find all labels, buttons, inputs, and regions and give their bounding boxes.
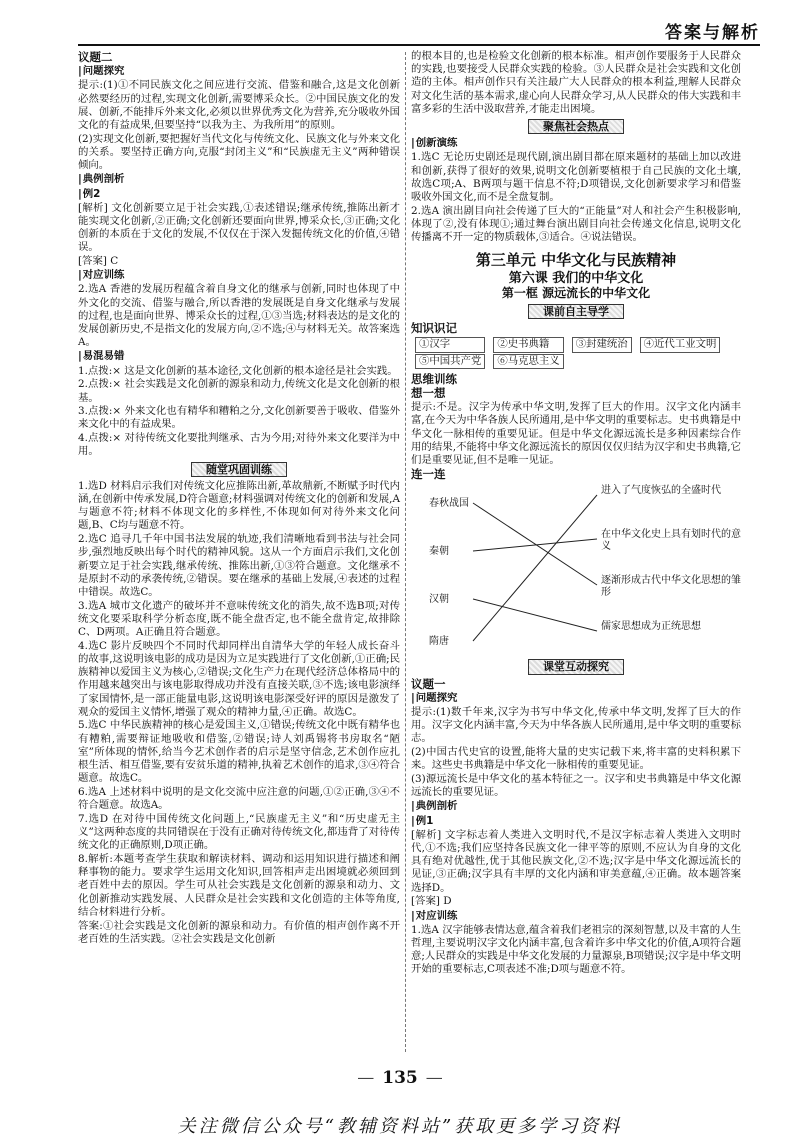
sub-label: | 易混易错 [78, 350, 400, 363]
page-header [78, 14, 760, 46]
era-description: 在中华文化史上具有划时代的意义 [601, 529, 741, 553]
sub-label: | 问题探究 [78, 65, 400, 78]
band-title: 课堂互动探究 [528, 659, 624, 674]
paragraph: [答案] D [411, 895, 452, 908]
section-heading: 连一连 [411, 467, 446, 482]
section-heading: 议题二 [78, 50, 113, 64]
era-label: 秦朝 [429, 546, 449, 558]
paragraph: 提示:(1)①不同民族文化之间应进行交流、借鉴和融合,这是文化创新必然要经历的过程,实现文化创新,需要博采众长。②中国民族文化的发展、创新,不能排斥外来文化,必须以世界优秀文化为营养,充分吸收外国文化的有益成果,但要坚持“以我为主、为我所用”的原则。 [78, 79, 400, 132]
match-line [473, 495, 597, 641]
era-label: 汉朝 [429, 594, 449, 606]
left-column [78, 50, 400, 946]
match-line [473, 503, 597, 585]
keyword-box: ②史书典籍 [493, 337, 563, 352]
era-description: 儒家思想成为正统思想 [601, 621, 701, 633]
page-number: — 135 — [0, 1068, 800, 1088]
paragraph: (2)实现文化创新,要把握好当代文化与传统文化、民族文化与外来文化的关系。要坚持正确方向,克服“封闭主义”和“民族虚无主义”两种错误倾向。 [78, 132, 400, 172]
sub-label: | 对应训练 [78, 269, 400, 282]
paragraph: (2)中国古代史官的设置,能将大量的史实记载下来,将丰富的史料积累下来。这些史书典籍是中华文化一脉相传的重要见证。 [411, 746, 741, 772]
match-line [473, 599, 597, 631]
frame-title: 第一框 源远流长的中华文化 [501, 285, 651, 300]
paragraph: 7.选D 在对待中国传统文化问题上,“民族虚无主义”和“历史虚无主义”这两种态度的共同错误在于没有正确对待传统文化,都违背了对待传统文化的正确原则,D项正确。 [78, 812, 400, 852]
keyword-box: ⑤中国共产党 [415, 354, 485, 369]
paragraph: (3)源远流长是中华文化的基本特征之一。汉字和史书典籍是中华文化源远流长的重要见证。 [411, 773, 741, 799]
paragraph: 6.选A 上述材料中说明的是文化交流中应注意的问题,①②正确,③④不符合题意。故选A。 [78, 785, 400, 812]
matching-diagram [411, 485, 741, 655]
keyword-box: ③封建统治 [572, 337, 632, 352]
paragraph: 1.选C 无论历史剧还是现代剧,演出剧目都在原来题材的基础上加以改进和创新,获得了很好的效果,说明文化创新要植根于自己民族的文化土壤,故选C项;A、B两项与题干信息不符;D项错误,文化创新要求学习和借鉴吸收外国文化,而不是全盘复制。 [411, 151, 741, 204]
paragraph: 2.选A 香港的发展历程蕴含着自身文化的继承与创新,同时也体现了中外文化的交流、借鉴与融合,所以香港的发展既是自身文化继承与发展的过程,也是面向世界、博采众长的过程,①③当选;材料表达的是文化的发展创新历史,不是指文化的发展方向,②不选;④与材料无关。故答案选A。 [78, 283, 400, 349]
section-heading: 想一想 [411, 385, 446, 400]
paragraph: 4.选C 影片反映四个不同时代却同样出自清华大学的年轻人成长奋斗的故事,这说明该电影的成功是因为立足实践进行了文化创新,①正确;民族精神以爱国主义为核心,②错误;文化生产力在现代经济总体格局中的作用越来越突出与该电影取得成功并没有直接关联,③不选;该电影演绎了家国情怀,是一部正能量电影,这说明该电影深受好评的原因是激发了观众的爱国主义情怀,增强了观众的精神力量,④正确。故选C。 [78, 639, 400, 718]
era-description: 进入了气度恢弘的全盛时代 [601, 485, 721, 497]
match-line [473, 539, 597, 551]
paragraph: [答案] C [78, 255, 119, 268]
era-description: 逐渐形成古代中华文化思想的雏形 [601, 575, 741, 599]
right-column [411, 50, 741, 977]
footer-note: 关注微信公众号“教辅资料站”获取更多学习资料 [177, 1116, 623, 1137]
paragraph: 提示:(1)数千年来,汉字为书写中华文化,传承中华文明,发挥了巨大的作用。汉字文化内涵丰富,今天为中华各族人民所通用,是中华文明的重要标志。 [411, 706, 741, 745]
paragraph: 2.选A 演出剧目向社会传递了巨大的“正能量”对人和社会产生积极影响,体现了②,没有体现①;通过舞台演出剧目向社会传递文化信息,说明文化传播离不开一定的物质载体,③适合。④说法错误。 [411, 204, 741, 244]
section-heading: 知识识记 [411, 321, 457, 336]
section-band [411, 304, 741, 319]
section-heading: 思维训练 [411, 371, 457, 386]
band-title: 随堂巩固训练 [191, 462, 287, 477]
keyword-list [415, 337, 741, 368]
paragraph: 5.选C 中华民族精神的核心是爱国主义,①错误;传统文化中既有精华也有糟粕,需要辩证地吸收和借鉴,②错误;诗人刘禹锡将书房取名“陋室”所体现的情怀,给当今艺术创作者的启示是坚守信念,艺术创作应扎根生活、相互借鉴,要有安贫乐道的精神,执着艺术创作的追求,③④符合题意。故选C。 [78, 719, 400, 785]
era-label: 隋唐 [429, 636, 449, 648]
sub-label: | 例1 [411, 815, 741, 828]
paragraph: [解析] 文字标志着人类进入文明时代,不是汉字标志着人类进入文明时代,①不选;我们应坚持各民族文化一律平等的原则,不应认为自身的文化具有绝对优越性,优于其他民族文化,②不选;汉字是中华文化源远流长的见证,③正确;汉字具有丰厚的文化内涵和审美意蕴,④正确。故本题答案选择D。 [411, 828, 741, 894]
sub-label: | 对应训练 [411, 910, 741, 923]
paragraph: 3.点拨:× 外来文化也有精华和糟粕之分,文化创新要善于吸收、借鉴外来文化中的有益成果。 [78, 405, 400, 431]
keyword-box: ①汉字 [415, 337, 485, 352]
band-title: 聚焦社会热点 [528, 119, 624, 134]
era-label: 春秋战国 [429, 498, 469, 510]
section-band [411, 119, 741, 134]
section-band [78, 462, 400, 477]
paragraph: 3.选A 城市文化遗产的破坏并不意味传统文化的消失,故不选B项;对传统文化要采取科学分析态度,既不能全盘否定,也不能全盘肯定,故排除C、D两项。A正确且符合题意。 [78, 599, 400, 639]
paragraph: 的根本目的,也是检验文化创新的根本标准。相声创作要服务于人民群众的实践,也要接受人民群众实践的检验。③人民群众是社会实践和文化创造的主体。相声创作只有关注最广大人民群众的根本利益,理解人民群众对文化生活的基本需求,虚心向人民群众学习,从人民群众的伟大实践和丰富多彩的生活中汲取营养,才能走出困境。 [411, 50, 741, 115]
section-band [411, 659, 741, 674]
sub-label: | 典例剖析 [78, 173, 400, 186]
keyword-box: ⑥马克思主义 [493, 354, 563, 369]
sub-label: | 问题探究 [411, 692, 741, 705]
lesson-title: 第六课 我们的中华文化 [508, 270, 644, 286]
paragraph: 提示:不是。汉字为传承中华文明,发挥了巨大的作用。汉字文化内涵丰富,在今天为中华各族人民所通用,是中华文明的重要标志。史书典籍是中华文化一脉相传的重要见证。但是中华文化源远流长是多种因素综合作用的结果,不能将中华文化源远流长的原因仅仅归结为汉字和史书典籍,它们是重要见证,但不是唯一见证。 [411, 401, 741, 466]
band-title: 课前自主导学 [528, 304, 624, 319]
paragraph: 1.点拨:× 这是文化创新的基本途径,文化创新的根本途径是社会实践。 [78, 364, 398, 377]
paragraph: [解析] 文化创新要立足于社会实践,①表述错误;继承传统,推陈出新才能实现文化创新,②正确;文化创新还要面向世界,博采众长,③正确;文化创新的本质在于文化的发展,不仅仅在于深入发掘传统文化的价值,④错误。 [78, 201, 400, 254]
unit-title: 第三单元 中华文化与民族精神 [475, 251, 677, 270]
sub-label: | 典例剖析 [411, 800, 741, 813]
sub-label: | 例2 [78, 188, 400, 201]
paragraph: 8.解析:本题考查学生获取和解读材料、调动和运用知识进行描述和阐释事物的能力。要求学生运用文化知识,回答相声走出困境就必须回到老百姓中去的原因。学生可从社会实践是文化创新的源泉和动力、文化创新推动实践发展、人民群众是社会实践和文化创造的主体等角度,结合材料进行分析。 [78, 852, 400, 918]
keyword-box: ④近代工业文明 [640, 337, 721, 352]
paragraph: 1.选A 汉字能够表情达意,蕴含着我们老祖宗的深刻智慧,以及丰富的人生哲理,主要说明汉字文化内涵丰富,包含着许多中华文化的价值,A项符合题意;人民群众的实践是中华文化发展的力量源泉,B项错误;汉字是中华文明开始的重要标志,C项表述不准;D项与题意不符。 [411, 923, 741, 976]
section-heading: 议题一 [411, 676, 446, 691]
paragraph: 4.点拨:× 对待传统文化要批判继承、古为今用;对待外来文化要洋为中用。 [78, 432, 400, 458]
column-divider [405, 52, 406, 1052]
header-title: 答案与解析 [665, 23, 760, 43]
sub-label: | 创新演练 [411, 137, 741, 150]
paragraph: 答案:①社会实践是文化创新的源泉和动力。有价值的相声创作离不开老百姓的生活实践。②社会实践是文化创新 [78, 919, 400, 945]
paragraph: 2.选C 追寻几千年中国书法发展的轨迹,我们清晰地看到书法与社会同步,强烈地反映出每个时代的精神风貌。这从一个方面启示我们,文化创新要立足于社会实践,继承传统、推陈出新,①③符合题意。文化继承不是原封不动的承袭传统,②错误。要在继承的基础上发展,④表述的过程中错误。故选C。 [78, 533, 400, 598]
paragraph: 1.选D 材料启示我们对传统文化应推陈出新,革故鼎新,不断赋予时代内涵,在创新中传承发展,D符合题意;材料强调对传统文化的创新和发展,A与题意不符;材料不体现文化的多样性,不体现如何对待外来文化问题,B、C均与题意不符。 [78, 479, 400, 532]
paragraph: 2.点拨:× 社会实践是文化创新的源泉和动力,传统文化是文化创新的根基。 [78, 378, 400, 404]
